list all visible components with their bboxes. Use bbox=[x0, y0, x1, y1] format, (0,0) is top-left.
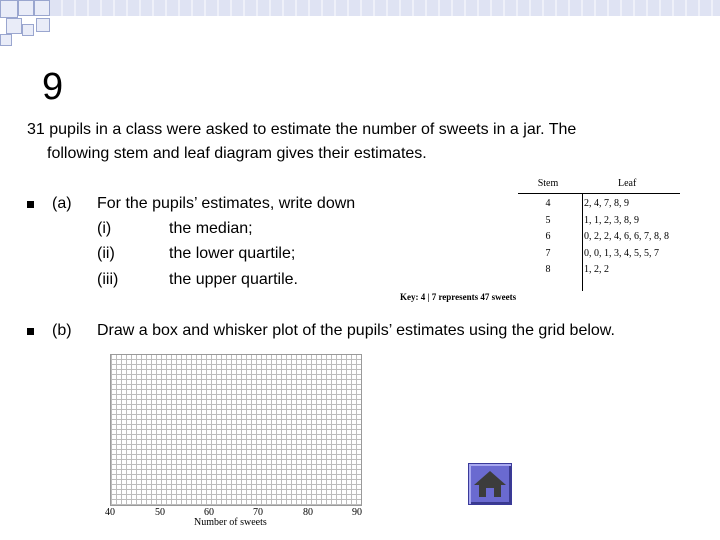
axis-tick-label: 40 bbox=[105, 507, 115, 518]
stem-value: 7 bbox=[545, 247, 551, 259]
stem-leaf-row bbox=[518, 264, 680, 281]
square-bullet-icon bbox=[27, 201, 34, 208]
part-a-item-text: the median; bbox=[169, 220, 253, 237]
decorative-square bbox=[34, 0, 50, 16]
slide-number: 9 bbox=[42, 66, 64, 108]
part-b-text: Draw a box and whisker plot of the pupils’ estimates using the grid below. bbox=[97, 322, 615, 339]
part-a-item-number: (ii) bbox=[97, 245, 115, 262]
leaf-values: 0, 0, 1, 3, 4, 5, 5, 7 bbox=[584, 247, 659, 259]
axis-label: Number of sweets bbox=[194, 517, 267, 528]
square-bullet-icon bbox=[27, 328, 34, 335]
axis-tick-label: 90 bbox=[352, 507, 362, 518]
part-a-item-number: (i) bbox=[97, 220, 112, 237]
stem-leaf-row bbox=[518, 248, 680, 265]
axis-tick-label: 50 bbox=[155, 507, 165, 518]
decorative-square bbox=[0, 34, 12, 46]
stem-leaf-row bbox=[518, 231, 680, 248]
stem-leaf-diagram bbox=[518, 178, 680, 281]
intro-line-1: 31 pupils in a class were asked to estimate the number of sweets in a jar. The bbox=[27, 121, 577, 138]
stem-header: Stem bbox=[537, 178, 559, 189]
leaf-values: 1, 2, 2 bbox=[584, 264, 609, 275]
axis-tick-label: 80 bbox=[303, 507, 313, 518]
leaf-header: Leaf bbox=[618, 178, 637, 189]
axis-tick-label: 70 bbox=[253, 507, 263, 518]
part-a-item-number: (iii) bbox=[97, 271, 119, 288]
stem-value: 8 bbox=[545, 264, 551, 275]
home-button[interactable] bbox=[468, 463, 512, 505]
stem-value: 4 bbox=[545, 198, 551, 209]
decorative-square bbox=[22, 24, 34, 36]
stem-leaf-key: Key: 4 | 7 represents 47 sweets bbox=[400, 292, 517, 302]
question-intro bbox=[27, 118, 687, 166]
decorative-square bbox=[18, 0, 34, 16]
part-a-item-text: the lower quartile; bbox=[169, 245, 296, 262]
part-a-label: (a) bbox=[52, 195, 72, 212]
home-icon bbox=[469, 464, 511, 504]
decorative-square bbox=[6, 18, 22, 34]
stem-leaf-row bbox=[518, 215, 680, 232]
part-b-label: (b) bbox=[52, 322, 72, 339]
stem-leaf-row bbox=[518, 198, 680, 215]
box-plot-grid[interactable] bbox=[110, 354, 362, 506]
intro-line-2: following stem and leaf diagram gives their estimates. bbox=[47, 145, 427, 162]
leaf-values: 0, 2, 2, 4, 6, 6, 7, 8, 8 bbox=[584, 231, 669, 242]
stem-value: 5 bbox=[545, 214, 551, 226]
decorative-square bbox=[0, 0, 18, 18]
part-a-item-text: the upper quartile. bbox=[169, 271, 298, 288]
decorative-top-bar bbox=[50, 0, 720, 16]
stem-value: 6 bbox=[545, 231, 551, 242]
axis-tick-label: 60 bbox=[204, 507, 214, 518]
part-a-text: For the pupils’ estimates, write down bbox=[97, 195, 356, 212]
leaf-values: 2, 4, 7, 8, 9 bbox=[584, 198, 629, 209]
stem-leaf-header bbox=[518, 178, 680, 194]
decorative-square bbox=[36, 18, 50, 32]
leaf-values: 1, 1, 2, 3, 8, 9 bbox=[584, 214, 639, 226]
